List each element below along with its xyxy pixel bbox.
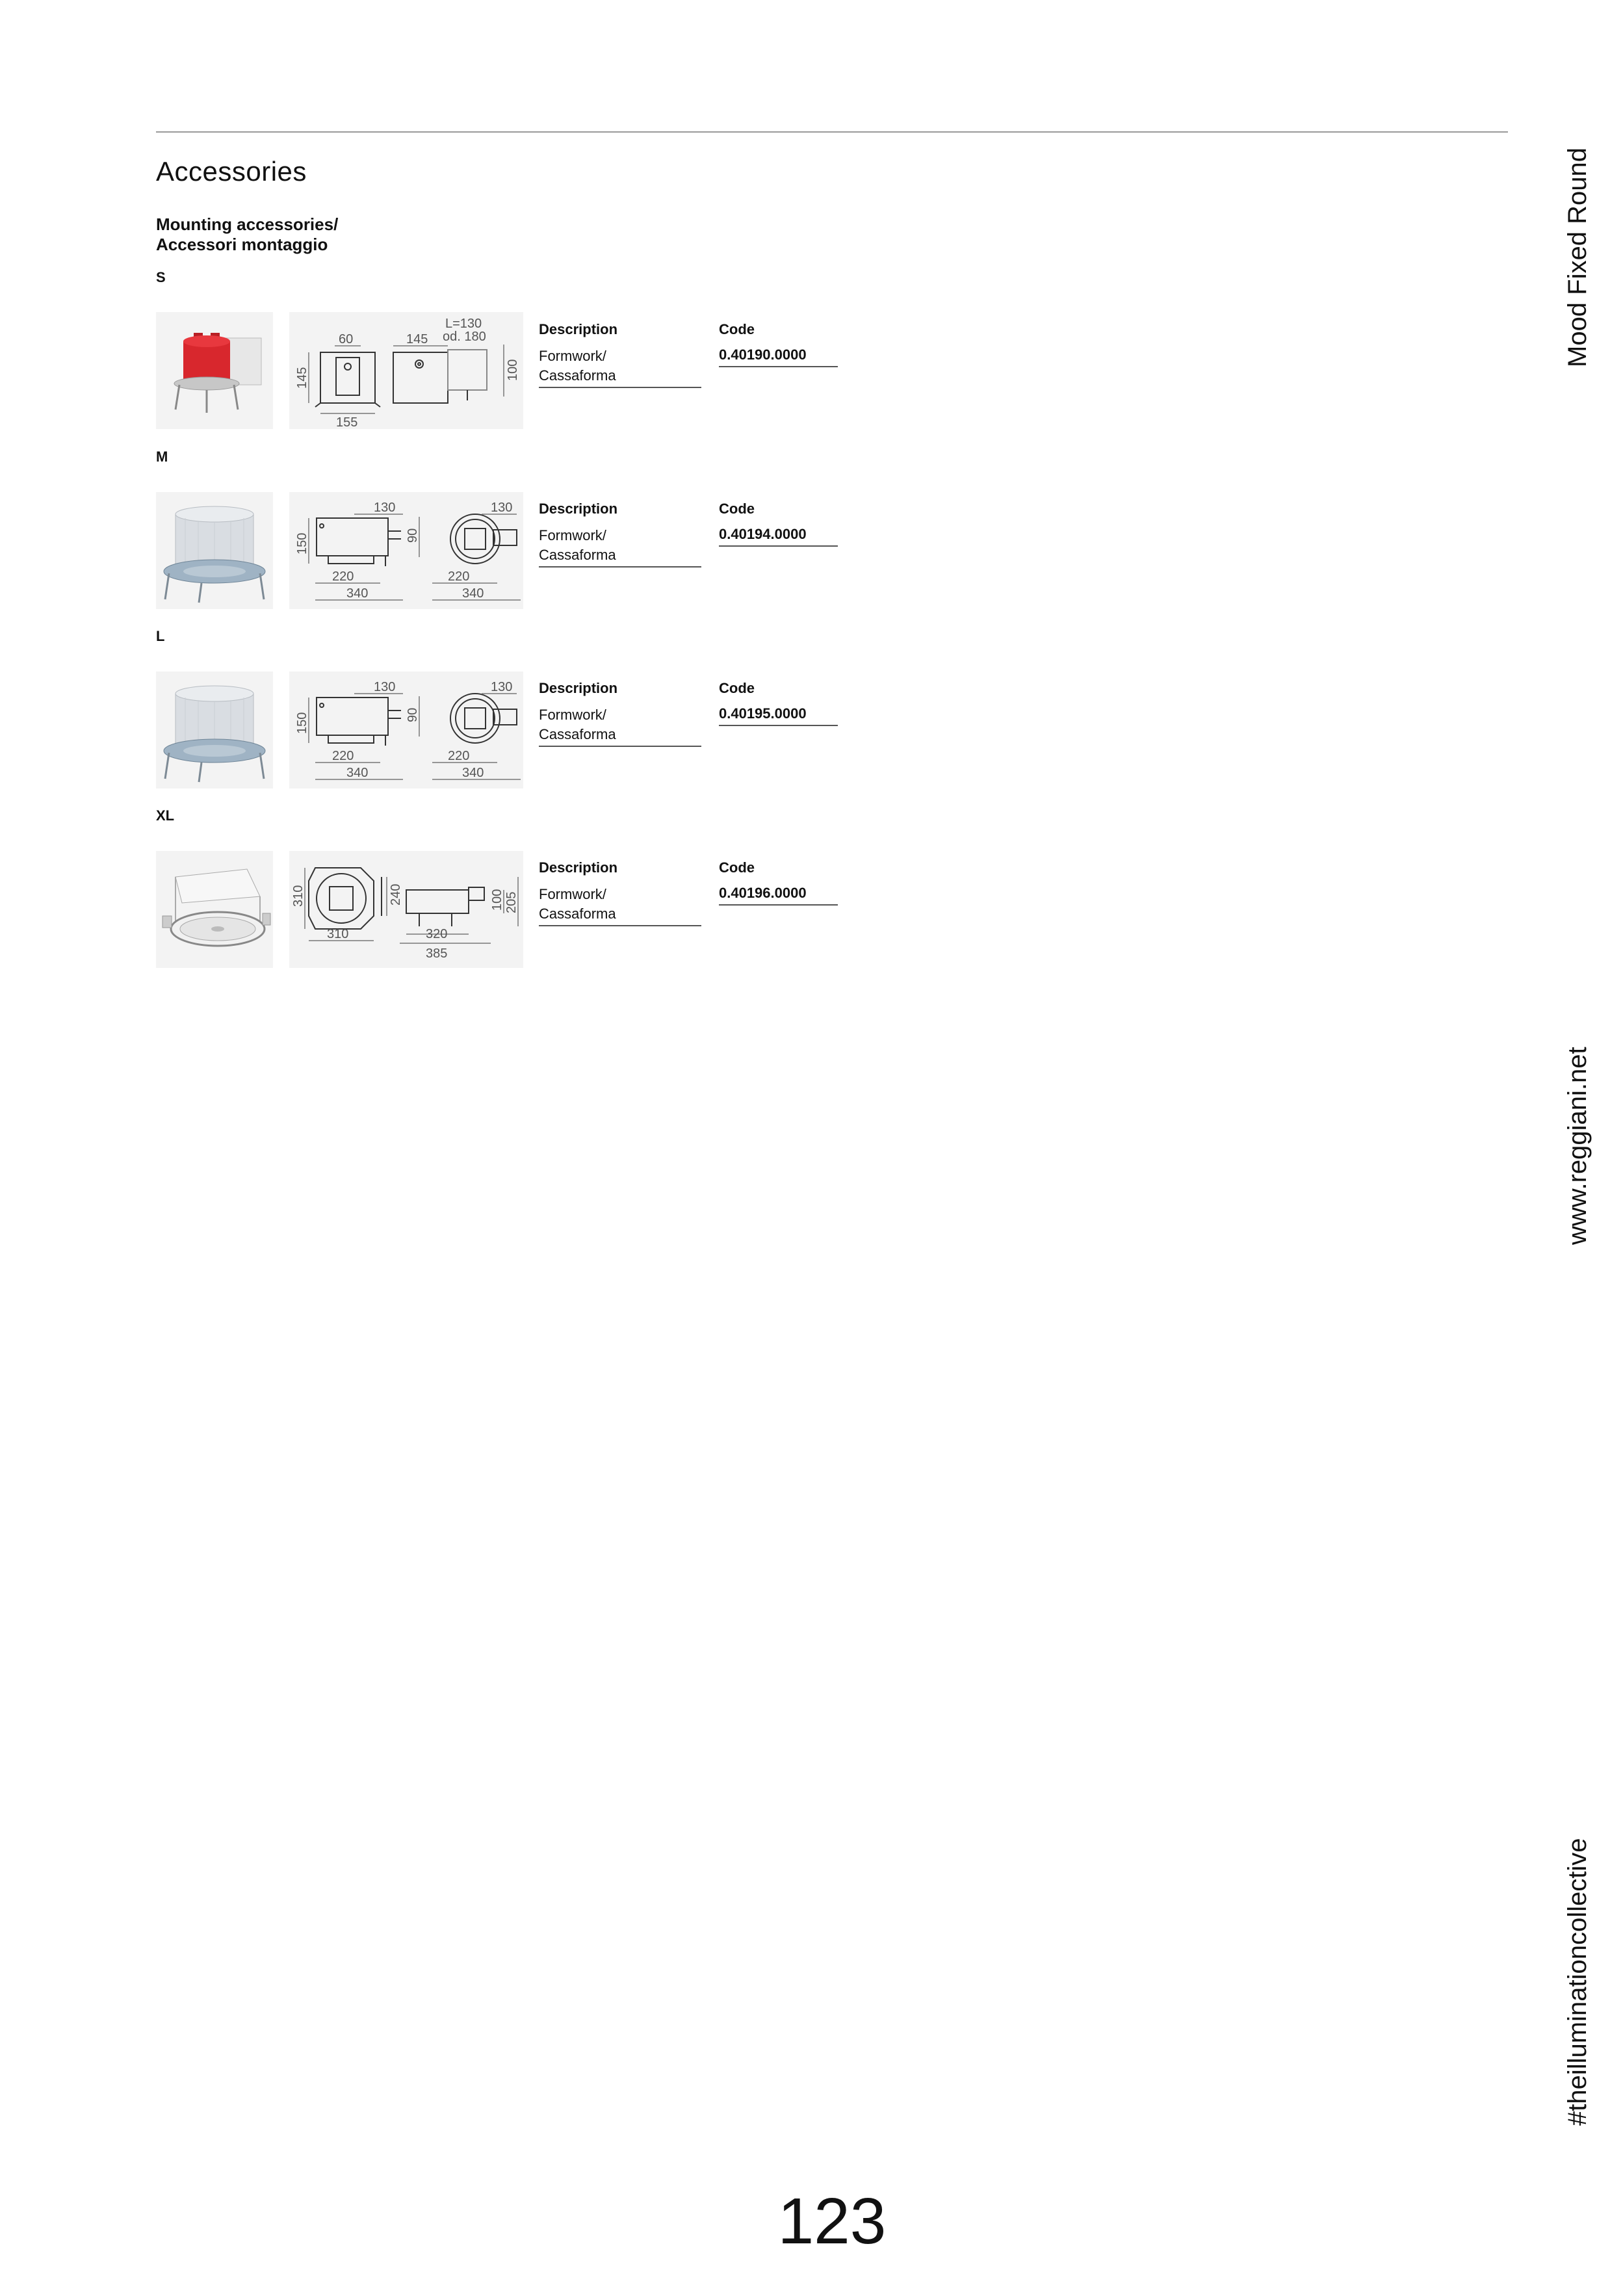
subtitle-line-1: Mounting accessories/ — [156, 215, 339, 234]
size-label-xl: XL — [156, 807, 175, 824]
technical-drawing-s — [289, 312, 523, 429]
description-value — [539, 346, 701, 388]
dim-label: 310 — [291, 885, 305, 907]
code-header: Code — [719, 321, 755, 337]
dim-label: 310 — [327, 927, 349, 941]
dim-label: 340 — [346, 586, 369, 601]
product-photo-l — [156, 672, 273, 789]
description-line-2: Cassaforma — [539, 547, 616, 563]
dim-label: 145 — [406, 332, 428, 346]
dim-label: 220 — [332, 749, 354, 763]
technical-drawing-xl — [289, 851, 523, 968]
dim-label: 340 — [346, 766, 369, 780]
page-title: Accessories — [156, 156, 307, 187]
description-value — [539, 885, 701, 926]
technical-drawing-m — [289, 492, 523, 609]
size-label-m: M — [156, 449, 168, 465]
description-line-2: Cassaforma — [539, 367, 616, 384]
product-code: 0.40196.0000 — [719, 885, 838, 906]
description-header: Description — [539, 859, 618, 876]
section-subtitle — [156, 215, 338, 255]
dim-label: 340 — [462, 766, 484, 780]
product-photo-s — [156, 312, 273, 429]
dim-label: 220 — [332, 569, 354, 584]
dim-label: 130 — [374, 680, 396, 694]
code-header: Code — [719, 859, 755, 876]
dim-label: 240 — [389, 883, 403, 906]
technical-drawing-l — [289, 672, 523, 789]
description-header: Description — [539, 321, 618, 337]
dim-label: 145 — [295, 367, 309, 389]
dim-label: 90 — [406, 707, 420, 722]
description-line-2: Cassaforma — [539, 726, 616, 742]
description-value — [539, 526, 701, 567]
code-header: Code — [719, 501, 755, 517]
side-product-name: Mood Fixed Round — [1563, 148, 1592, 367]
description-line-1: Formwork/ — [539, 527, 606, 543]
product-photo-m — [156, 492, 273, 609]
product-code: 0.40190.0000 — [719, 346, 838, 367]
description-line-2: Cassaforma — [539, 906, 616, 922]
dim-label: 130 — [491, 501, 513, 515]
dim-label: 100 — [490, 889, 504, 911]
dim-label: 90 — [406, 528, 420, 543]
code-header: Code — [719, 680, 755, 696]
dim-label: 220 — [448, 749, 470, 763]
description-line-1: Formwork/ — [539, 707, 606, 723]
product-code: 0.40194.0000 — [719, 526, 838, 547]
product-code: 0.40195.0000 — [719, 705, 838, 726]
dim-label: L=130 — [445, 317, 482, 331]
dim-label: 150 — [295, 532, 309, 554]
dim-label: 220 — [448, 569, 470, 584]
dim-label: 385 — [426, 946, 448, 961]
dim-label: 320 — [426, 927, 448, 941]
dim-label: 60 — [339, 332, 354, 346]
description-value — [539, 705, 701, 747]
dim-label: od. 180 — [443, 330, 486, 344]
description-line-1: Formwork/ — [539, 348, 606, 364]
dim-label: 100 — [506, 359, 520, 381]
subtitle-line-2: Accessori montaggio — [156, 235, 328, 254]
dim-label: 340 — [462, 586, 484, 601]
product-photo-xl — [156, 851, 273, 968]
page-number: 123 — [777, 2185, 887, 2258]
dim-label: 130 — [374, 501, 396, 515]
dim-label: 205 — [504, 891, 519, 913]
header-rule — [156, 131, 1508, 133]
description-header: Description — [539, 501, 618, 517]
size-label-s: S — [156, 269, 166, 285]
description-line-1: Formwork/ — [539, 886, 606, 902]
side-website: www.reggiani.net — [1563, 1047, 1592, 1245]
dim-label: 155 — [336, 415, 358, 429]
side-hashtag: #theilluminationcollective — [1563, 1838, 1592, 2126]
dim-label: 150 — [295, 712, 309, 734]
size-label-l: L — [156, 628, 165, 644]
dim-label: 130 — [491, 680, 513, 694]
description-header: Description — [539, 680, 618, 696]
